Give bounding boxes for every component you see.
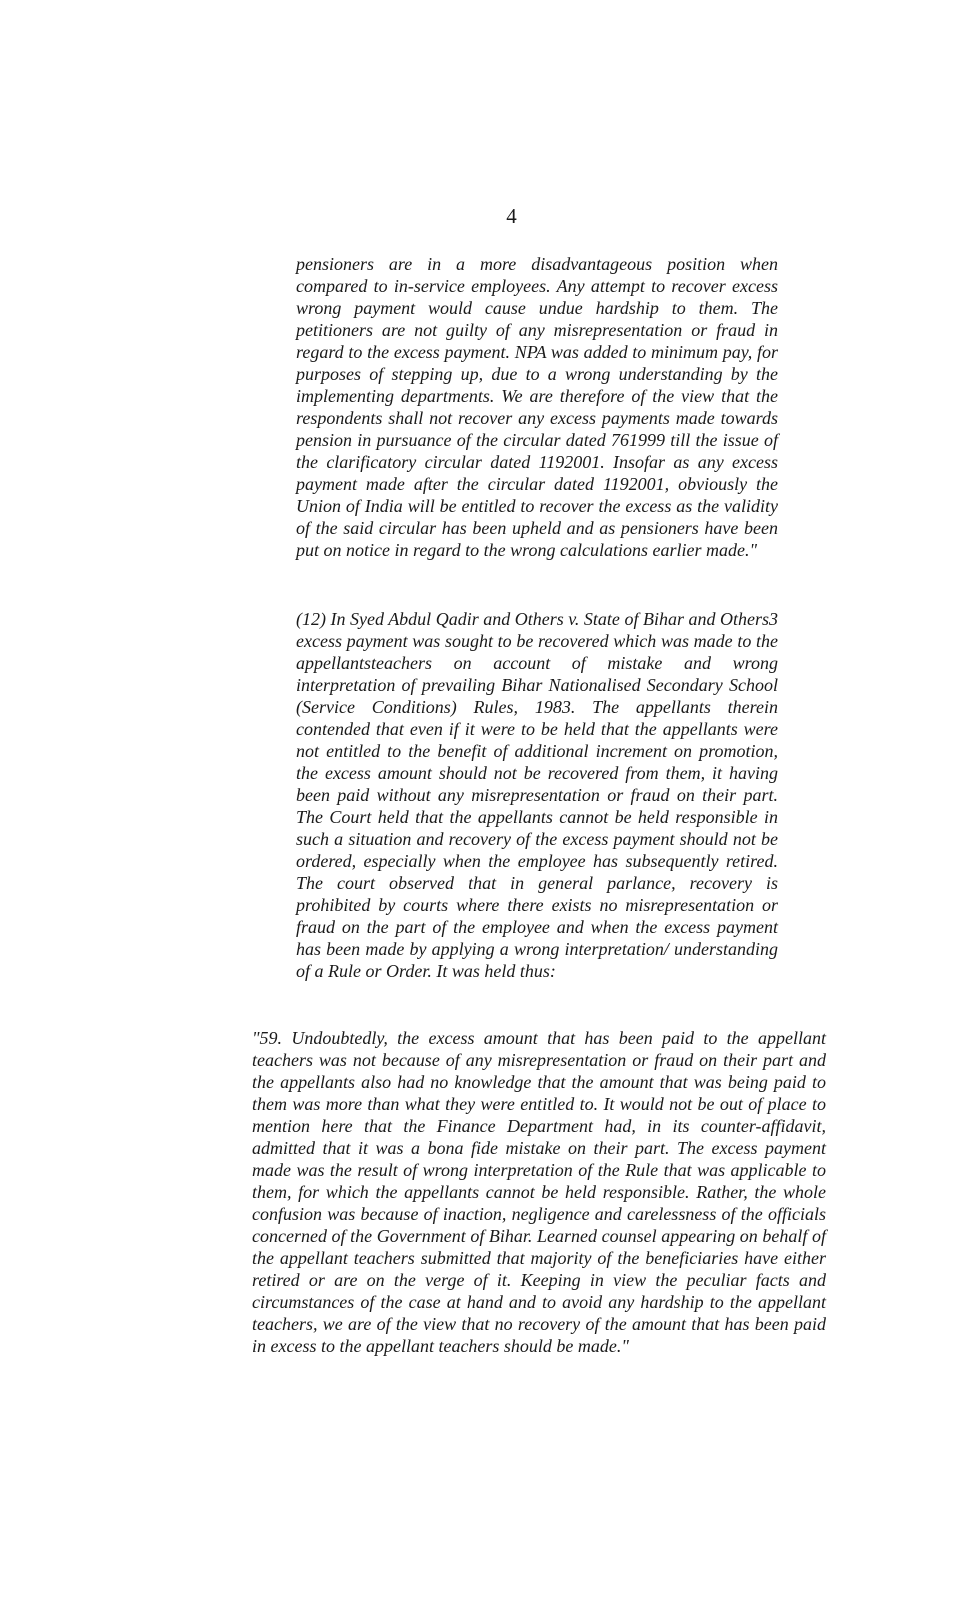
page-number: 4 — [506, 204, 517, 228]
quoted-paragraph-pensioners: pensioners are in a more disadvantageous position when compared to in-service employees. Any attempt to recover excess wrong payment would cause undue hardship to them. The petitioners are not guilty of any misrepresentation or fraud in regard to the excess payment. NPA was added to minimum pay, for purposes of stepping up, due to a wrong understanding by the implementing departments. We are therefore of the view that the respondents shall not recover any excess payments made towards pension in pursuance of the circular dated 761999 till the issue of the clarificatory circular dated 1192001. Insofar as any excess payment made after the circular dated 1192001, obviously the Union of India will be entitled to recover the excess as the validity of the said circular has been upheld and as pensioners have been put on notice in regard to the wrong calculations earlier made." — [296, 254, 778, 560]
paragraph-syed-abdul-qadir: (12) In Syed Abdul Qadir and Others v. State of Bihar and Others3 excess payment was sought to be recovered which was made to the appellantsteachers on account of mistake and wrong interpretation of prevailing Bihar Nationalised Secondary School (Service Conditions) Rules, 1983. The appellants therein contended that even if it were to be held that the appellants were not entitled to the benefit of additional increment on promotion, the excess amount should not be recovered from them, it having been paid without any misrepresentation or fraud on their part. The Court held that the appellants cannot be held responsible in such a situation and recovery of the excess payment should not be ordered, especially when the employee has subsequently retired. The court observed that in general parlance, recovery is prohibited by courts where there exists no misrepresentation or fraud on the part of the employee and when the excess payment has been made by applying a wrong interpretation/ understanding of a Rule or Order. It was held thus: — [296, 609, 778, 981]
quoted-paragraph-59: "59. Undoubtedly, the excess amount that has been paid to the appellant teachers was not because of any misrepresentation or fraud on their part and the appellants also had no knowledge that the amount that was being paid to them was more than what they were entitled to. It would not be out of place to mention here that the Finance Department had, in its counter-affidavit, admitted that it was a bona fide mistake on their part. The excess payment made was the result of wrong interpretation of the Rule that was applicable to them, for which the appellants cannot be held responsible. Rather, the whole confusion was because of inaction, negligence and carelessness of the officials concerned of the Government of Bihar. Learned counsel appearing on behalf of the appellant teachers submitted that majority of the beneficiaries have either retired or are on the verge of it. Keeping in view the peculiar facts and circumstances of the case at hand and to avoid any hardship to the appellant teachers, we are of the view that no recovery of the amount that has been paid in excess to the appellant teachers should be made." — [252, 1028, 826, 1356]
